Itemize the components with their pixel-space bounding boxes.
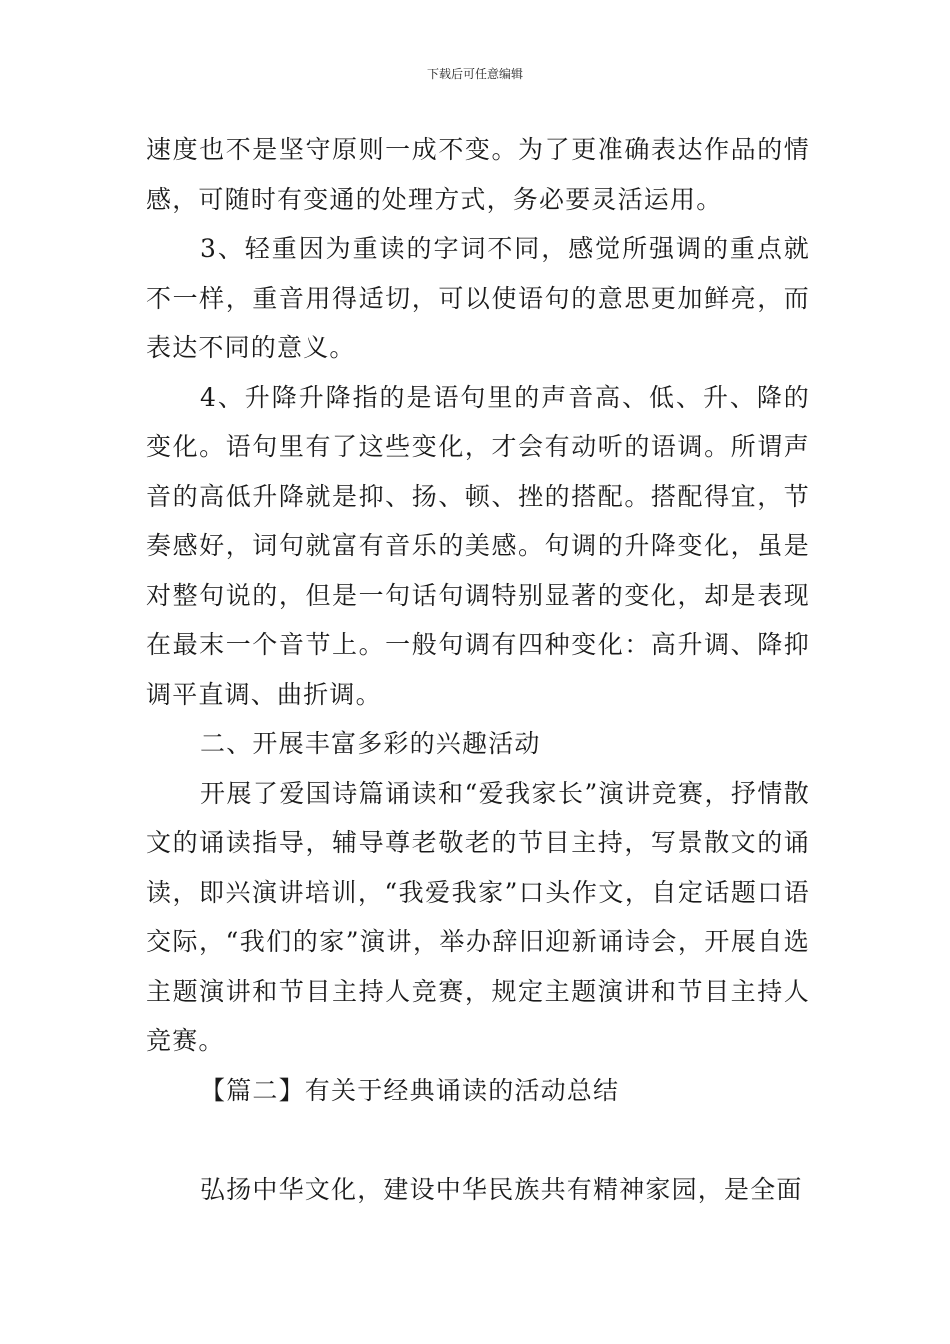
blank-line <box>146 1115 810 1165</box>
paragraph-stress: 3、轻重因为重读的字词不同，感觉所强调的重点就不一样，重音用得适切，可以使语句的意思更加鲜亮，而表达不同的意义。 <box>146 234 810 362</box>
paragraph-activities: 开展了爱国诗篇诵读和“爱我家长”演讲竞赛，抒情散文的诵读指导，辅导尊老敬老的节目主持，写景散文的诵读，即兴演讲培训，“我爱我家”口头作文，自定话题口语交际，“我们的家”演讲，举办辞旧迎新诵诗会，开展自选主题演讲和节目主持人竞赛，规定主题演讲和节目主持人竞赛。 <box>146 778 810 1055</box>
section-heading-activities: 二、开展丰富多彩的兴趣活动 <box>200 729 541 758</box>
page-header: 下载后可任意编辑 <box>426 67 523 81</box>
paragraph-intonation: 4、升降升降指的是语句里的声音高、低、升、降的变化。语句里有了这些变化，才会有动听的语调。所谓声音的高低升降就是抑、扬、顿、挫的搭配。搭配得宜，节奏感好，词句就富有音乐的美感。句调的升降变化，虽是对整句说的，但是一句话句调特别显著的变化，却是表现在最末一个音节上。一般句调有四种变化：高升调、降抑调平直调、曲折调。 <box>146 382 810 709</box>
document-body <box>146 125 810 1215</box>
article-title-part-two: 【篇二】有关于经典诵读的活动总结 <box>200 1075 620 1105</box>
paragraph-speed: 速度也不是坚守原则一成不变。为了更准确表达作品的情感，可随时有变通的处理方式，务必要灵活运用。 <box>146 135 810 214</box>
paragraph-culture: 弘扬中华文化，建设中华民族共有精神家园，是全面 <box>200 1175 803 1204</box>
